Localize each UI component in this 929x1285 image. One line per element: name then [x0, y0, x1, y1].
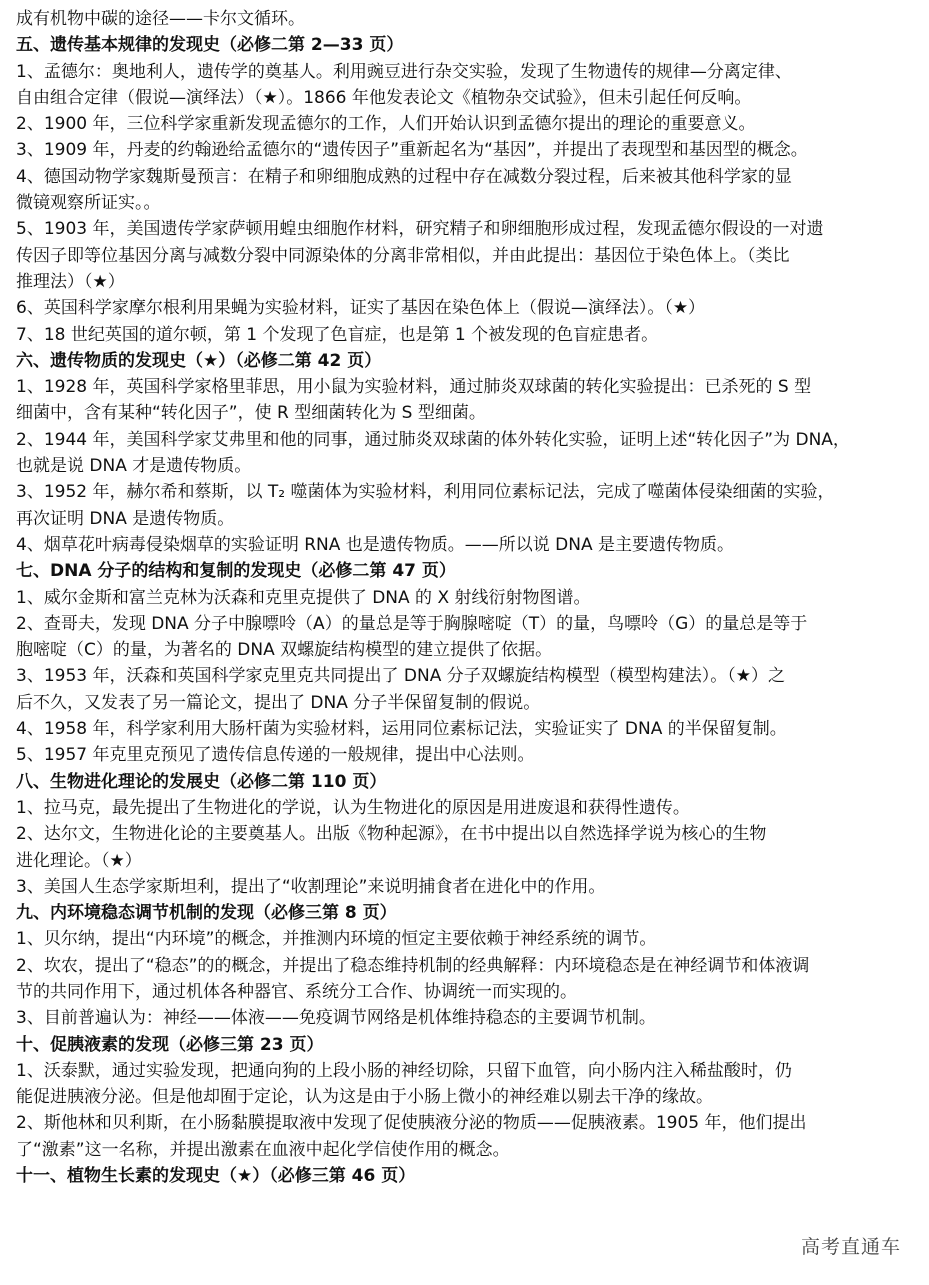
text-line: 1、拉马克，最先提出了生物进化的学说，认为生物进化的原因是用进废退和获得性遗传。 — [16, 797, 690, 818]
text-line: 3、1909 年，丹麦的约翰逊给孟德尔的“遗传因子”重新起名为“基因”，并提出了表现型和基因型的概念。 — [16, 140, 808, 161]
text-line: 也就是说 DNA 才是遗传物质。 — [16, 456, 252, 477]
text-line: 再次证明 DNA 是遗传物质。 — [16, 508, 235, 529]
text-line: 了“激素”这一名称，并提出激素在血液中起化学信使作用的概念。 — [16, 1139, 510, 1160]
text-line: 进化理论。（★） — [16, 850, 142, 871]
text-line: 能促进胰液分泌。但是他却囿于定论，认为这是由于小肠上微小的神经难以剔去干净的缘故。 — [16, 1087, 713, 1108]
text-line: 胞嘧啶（C）的量，为著名的 DNA 双螺旋结构模型的建立提供了依据。 — [16, 640, 553, 661]
text-line: 3、1952 年，赫尔希和蔡斯，以 T₂ 噬菌体为实验材料，利用同位素标记法，完成了噬菌体侵染细菌的实验， — [16, 482, 835, 503]
text-line: 3、目前普遍认为：神经——体液——免疫调节网络是机体维持稳态的主要调节机制。 — [16, 1008, 656, 1029]
text-line: 后不久，又发表了另一篇论文，提出了 DNA 分子半保留复制的假说。 — [16, 692, 541, 713]
text-line: 1、孟德尔：奥地利人，遗传学的奠基人。利用豌豆进行杂交实验，发现了生物遗传的规律—分离定律、 — [16, 61, 792, 82]
text-line: 2、坎农，提出了“稳态”的的概念，并提出了稳态维持机制的经典解释：内环境稳态是在神经调节和体液调 — [16, 955, 810, 976]
text-line: 成有机物中碳的途径——卡尔文循环。 — [16, 9, 305, 29]
section-heading: 七、DNA 分子的结构和复制的发现史（必修二第 47 页） — [16, 561, 456, 582]
text-line: 2、1900 年，三位科学家重新发现孟德尔的工作，人们开始认识到孟德尔提出的理论的重要意义。 — [16, 114, 756, 135]
text-line: 微镜观察所证实。。 — [16, 193, 161, 214]
section-heading: 六、遗传物质的发现史（★）（必修二第 42 页） — [16, 350, 382, 371]
section-heading: 十、促胰液素的发现（必修三第 23 页） — [16, 1034, 324, 1055]
text-line: 2、达尔文，生物进化论的主要奠基人。出版《物种起源》，在书中提出以自然选择学说为核心的生物 — [16, 824, 767, 845]
text-line: 1、贝尔纳，提出“内环境”的概念，并推测内环境的恒定主要依赖于神经系统的调节。 — [16, 929, 657, 950]
text-line: 4、德国动物学家魏斯曼预言：在精子和卵细胞成熟的过程中存在减数分裂过程，后来被其他科学家的显 — [16, 166, 792, 187]
text-line: 5、1957 年克里克预见了遗传信息传递的一般规律，提出中心法则。 — [16, 745, 535, 766]
section-heading: 五、遗传基本规律的发现史（必修二第 2—33 页） — [16, 35, 404, 56]
text-line: 6、英国科学家摩尔根利用果蝇为实验材料，证实了基因在染色体上（假说—演绎法）。（★） — [16, 298, 706, 319]
text-line: 1、1928 年，英国科学家格里菲思，用小鼠为实验材料，通过肺炎双球菌的转化实验提出：已杀死的 S 型 — [16, 377, 812, 398]
text-line: 传因子即等位基因分离与减数分裂中同源染体的分离非常相似，并由此提出：基因位于染色体上。（类比 — [16, 245, 790, 266]
text-line: 推理法）（★） — [16, 271, 125, 292]
section-heading: 九、内环境稳态调节机制的发现（必修三第 8 页） — [16, 903, 397, 924]
text-line: 3、1953 年，沃森和英国科学家克里克共同提出了 DNA 分子双螺旋结构模型（模型构建法）。（★）之 — [16, 666, 785, 687]
section-heading: 十一、植物生长素的发现史（★）（必修三第 46 页） — [16, 1166, 416, 1187]
text-line: 2、斯他林和贝利斯，在小肠黏膜提取液中发现了促使胰液分泌的物质——促胰液素。1905 年，他们提出 — [16, 1113, 807, 1134]
text-line: 3、美国人生态学家斯坦利，提出了“收割理论”来说明捕食者在进化中的作用。 — [16, 876, 606, 897]
text-line: 1、威尔金斯和富兰克林为沃森和克里克提供了 DNA 的 X 射线衍射物图谱。 — [16, 587, 591, 608]
text-line: 节的共同作用下，通过机体各种器官、系统分工合作、协调统一而实现的。 — [16, 981, 577, 1002]
text-line: 2、查哥夫，发现 DNA 分子中腺嘌呤（A）的量总是等于胸腺嘧啶（T）的量，鸟嘌呤（G）的量总是等于 — [16, 613, 808, 634]
text-line: 1、沃泰默，通过实验发现，把通向狗的上段小肠的神经切除，只留下血管，向小肠内注入稀盐酸时，仍 — [16, 1060, 792, 1081]
text-line: 7、18 世纪英国的道尔顿，第 1 个发现了色盲症，也是第 1 个被发现的色盲症患者。 — [16, 324, 659, 345]
text-line: 细菌中，含有某种“转化因子”，使 R 型细菌转化为 S 型细菌。 — [16, 403, 486, 424]
section-heading: 八、生物进化理论的发展史（必修二第 110 页） — [16, 771, 387, 792]
text-line: 自由组合定律（假说—演绎法）（★）。1866 年他发表论文《植物杂交试验》，但未引起任何反响。 — [16, 87, 752, 108]
watermark: 高考直通车 — [800, 1236, 901, 1258]
text-line: 4、1958 年，科学家利用大肠杆菌为实验材料，运用同位素标记法，实验证实了 DNA 的半保留复制。 — [16, 719, 787, 740]
text-line: 2、1944 年，美国科学家艾弗里和他的同事，通过肺炎双球菌的体外转化实验，证明上述“转化因子”为 DNA， — [16, 429, 850, 450]
document-body — [16, 6, 916, 1189]
text-line: 5、1903 年，美国遗传学家萨顿用蝗虫细胞作材料，研究精子和卵细胞形成过程，发现孟德尔假设的一对遗 — [16, 219, 824, 240]
text-line: 4、烟草花叶病毒侵染烟草的实验证明 RNA 也是遗传物质。——所以说 DNA 是主要遗传物质。 — [16, 534, 735, 555]
